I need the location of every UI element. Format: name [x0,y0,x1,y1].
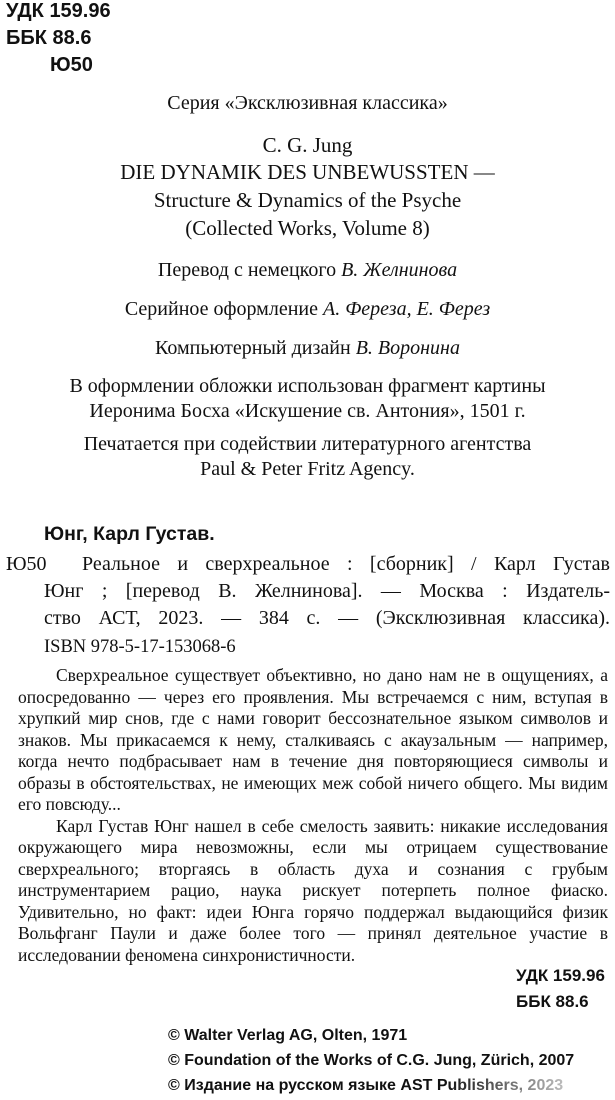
catalog-heading: Юнг, Карл Густав. [44,523,215,545]
footer-udk: УДК 159.96 [516,966,605,985]
isbn: ISBN 978-5-17-153068-6 [44,637,236,657]
computer-design-credit [0,337,615,360]
udk-code: УДК 159.96 [6,0,111,22]
catalog-line-2: Юнг ; [перевод В. Желнинова]. — Москва : Издатель- [44,580,610,602]
series-design-credit [0,298,615,321]
bbk-code: ББК 88.6 [6,27,92,49]
series-design-names: А. Фереза, Е. Ферез [322,298,491,320]
author-mark: Ю50 [50,54,93,76]
annotation-paragraph-2: Карл Густав Юнг нашел в себе смелость заявить: никакие исследования окружающего мира невозможны, если мы отрицаем существование сверхреального; вторгаясь в область духа и сознания с грубым инструментарием рацио, наука рискует потерпеть полное фиаско. Удивительно, но факт: идеи Юнга горячо поддержал выдающийся физик Вольфганг Паули и даже более того — принял деятельное участие в исследовании феномена синхронистичности. [18,815,608,965]
agency-note-line1: Печатается при содействии литературного агентства [83,433,532,455]
agency-note-line2: Paul & Peter Fritz Agency. [200,458,415,480]
translation-name: В. Желнинова [341,259,458,281]
translation-label: Перевод с немецкого [157,259,337,281]
catalog-line-1: Реальное и сверхреальное : [сборник] / Карл Густав [82,553,610,575]
annotation-paragraph-1: Сверхреальное существует объективно, но дано нам не в ощущениях, а опосредованно — через его проявления. Мы встречаемся с ним, вступая в хрупкий мир снов, где с нами говорит бессознательное языком символов и знаков. Мы прикасаемся к нему, сталкиваясь с акаузальным — например, когда нечто подбрасывает нам в течение дня повторяющиеся символы и образы в обстоятельствах, не имеющих меж собой ничего общего. Мы видим его повсюду... [18,665,608,814]
footer-bbk: ББК 88.6 [516,992,589,1011]
copyright-line-2: © Foundation of the Works of C.G. Jung, Zürich, 2007 [168,1052,575,1069]
series-design-label: Серийное оформление [124,298,318,320]
copyright-line-1: © Walter Verlag AG, Olten, 1971 [168,1027,408,1044]
cover-note-line2: Иеронима Босха «Искушение св. Антония», 1501 г. [89,400,526,422]
original-collection: (Collected Works, Volume 8) [185,216,430,240]
original-title: DIE DYNAMIK DES UNBEWUSSTEN — [120,160,495,184]
original-author: C. G. Jung [262,133,353,157]
original-subtitle: Structure & Dynamics of the Psyche [153,188,462,212]
computer-design-name: В. Воронина [355,337,460,359]
translation-credit [0,259,615,282]
computer-design-label: Компьютерный дизайн [155,337,351,359]
cover-note-line1: В оформлении обложки использован фрагмент картины [69,375,546,397]
series-title: Серия «Эксклюзивная классика» [167,92,448,114]
catalog-mark: Ю50 [6,553,47,575]
copyright-line-3: © Издание на русском языке AST Publishers, 2023 [168,1077,564,1094]
annotation [18,665,608,966]
catalog-line-3: ство АСТ, 2023. — 384 с. — (Эксклюзивная классика). [44,607,610,629]
